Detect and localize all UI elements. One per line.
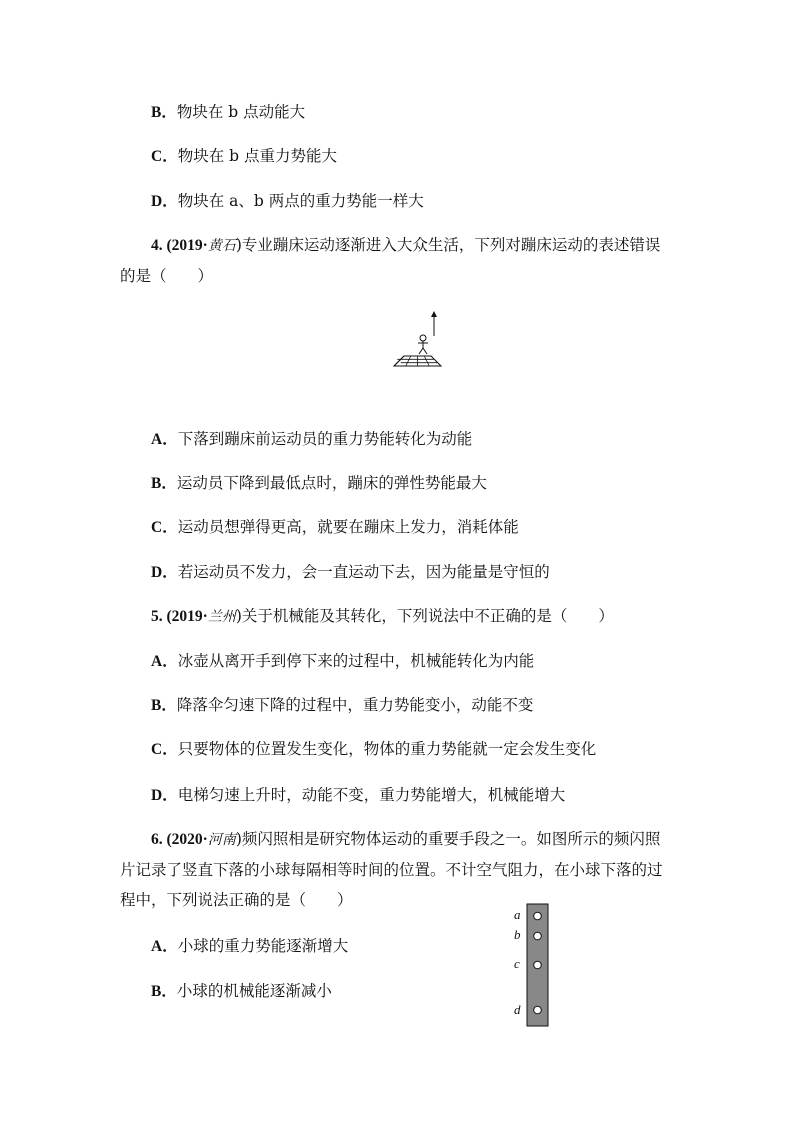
ball-label-d: d: [514, 1002, 521, 1017]
q6-stem-line2: 片记录了竖直下落的小球每隔相等时间的位置。不计空气阻力，在小球下落的过: [120, 861, 663, 879]
q5-option-b: B．降落伞匀速下降的过程中，重力势能变小，动能不变: [151, 696, 534, 714]
q5-option-d: D．电梯匀速上升时，动能不变，重力势能增大，机械能增大: [151, 786, 566, 804]
ball-label-c: c: [514, 956, 520, 971]
q5-stem: 5. (2019·兰州)关于机械能及其转化，下列说法中不正确的是（ ）: [151, 607, 614, 625]
q4-stem-line2: 的是（ ）: [120, 267, 214, 285]
strobe-photo-figure: [508, 902, 553, 1028]
q4-option-c: C．运动员想弹得更高，就要在蹦床上发力，消耗体能: [151, 518, 519, 536]
q4-stem-line1: 4. (2019·黄石)专业蹦床运动逐渐进入大众生活，下列对蹦床运动的表述错误: [151, 236, 661, 254]
q6-stem-line3: 程中，下列说法正确的是（ ）: [120, 891, 353, 909]
q4-option-b: B．运动员下降到最低点时，蹦床的弹性势能最大: [151, 474, 487, 492]
q4-option-d: D．若运动员不发力，会一直运动下去，因为能量是守恒的: [151, 563, 550, 581]
prev-option-c: C．物块在 b 点重力势能大: [151, 147, 337, 165]
ball-label-a: a: [514, 907, 521, 922]
q6-option-a: A．小球的重力势能逐渐增大: [151, 937, 349, 955]
q4-option-a: A．下落到蹦床前运动员的重力势能转化为动能: [151, 430, 473, 448]
prev-option-d: D．物块在 a、b 两点的重力势能一样大: [151, 192, 424, 210]
q6-stem-line1: 6. (2020·河南)频闪照相是研究物体运动的重要手段之一。如图所示的频闪照: [151, 830, 661, 848]
q5-option-a: A．冰壶从离开手到停下来的过程中，机械能转化为内能: [151, 652, 535, 670]
prev-option-b: B．物块在 b 点动能大: [151, 103, 306, 121]
ball-label-b: b: [514, 927, 521, 942]
trampoline-figure: [378, 308, 450, 376]
q6-option-b: B．小球的机械能逐渐减小: [151, 982, 332, 1000]
q5-option-c: C．只要物体的位置发生变化，物体的重力势能就一定会发生变化: [151, 740, 597, 758]
